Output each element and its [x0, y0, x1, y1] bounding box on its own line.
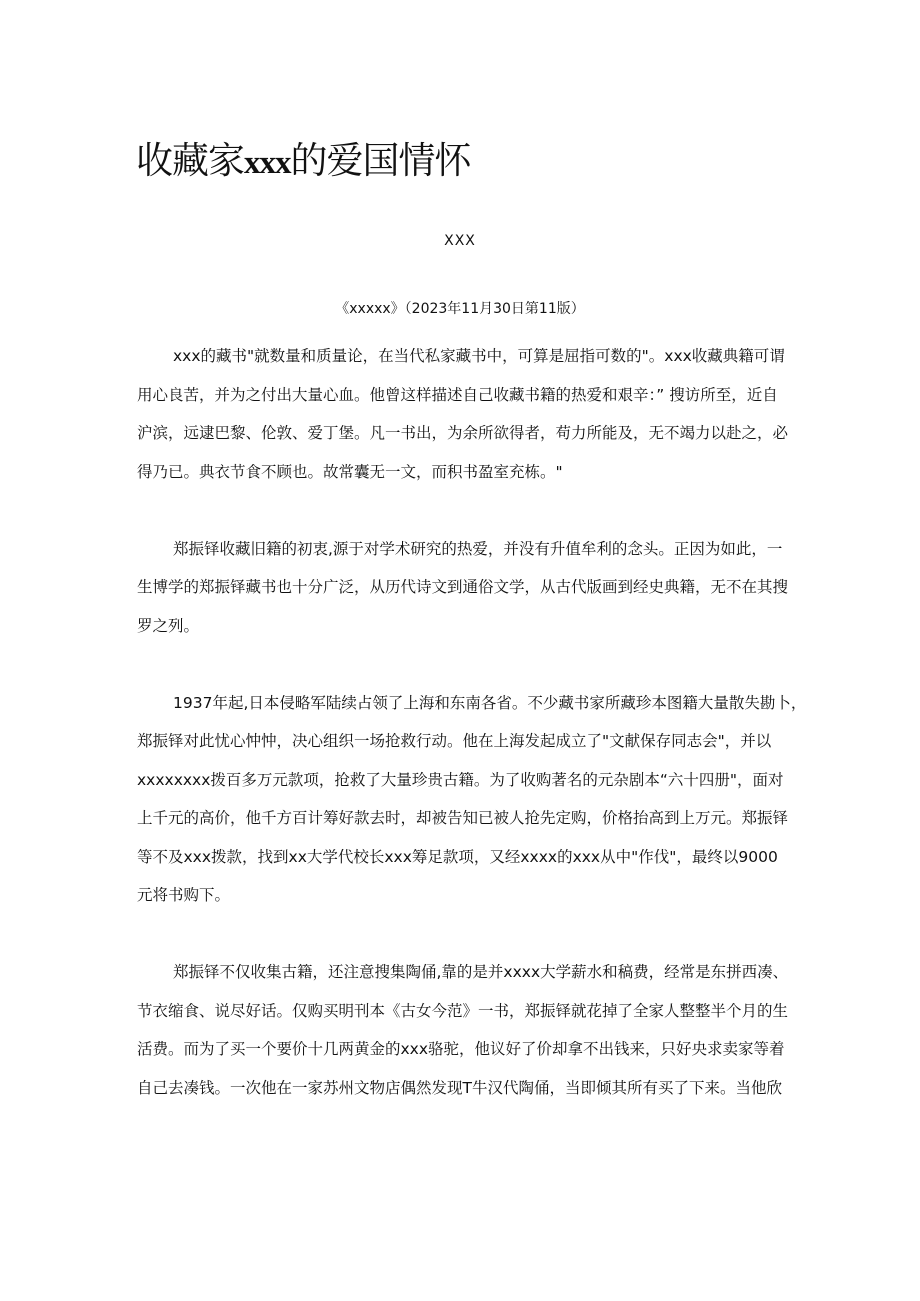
- paragraph: [137, 530, 787, 646]
- article-body: [137, 337, 807, 1146]
- paragraph-line: 节衣缩食、说尽好话。仅购买明刊本《古女今范》一书，郑振铎就花掉了全家人整整半个月的生: [137, 1001, 789, 1020]
- title-latin: xxx: [244, 145, 291, 181]
- paragraph-line: 活费。而为了买一个要价十几两黄金的xxx骆驼，他议好了价却拿不出钱来，只好央求卖家等着: [137, 1040, 785, 1058]
- paragraph-line: 郑振铎不仅收集古籍，还注意搜集陶俑,靠的是并xxxx大学薪水和稿费，经常是东拼西凑、: [173, 963, 789, 981]
- paragraph-line: 沪滨，远逮巴黎、伦敦、爱丁堡。凡一书出，为余所欲得者，苟力所能及，无不竭力以赴之，必: [137, 424, 789, 442]
- paragraph-line: 用心良苦，并为之付出大量心血。他曾这样描述自己收藏书籍的热爱和艰辛：” 搜访所至，近自: [137, 385, 778, 404]
- paragraph-line: 元将书购下。: [137, 886, 231, 904]
- title-suffix: 的爱国情怀: [290, 139, 471, 182]
- paragraph: [137, 953, 787, 1107]
- paragraph-line: 郑振铎收藏旧籍的初衷,源于对学术研究的热爱，并没有升值牟利的念头。正因为如此，一: [173, 539, 783, 558]
- paragraph: [137, 684, 807, 915]
- paragraph-line: 1937年起,日本侵略军陆续占领了上海和东南各省。不少藏书家所藏珍本图籍大量散失勘卜，: [173, 693, 807, 712]
- article-author: XXX: [444, 233, 476, 249]
- paragraph-line: 自己去凑钱。一次他在一家苏州文物店偶然发现T牛汉代陶俑，当即倾其所有买了下来。当他欣: [137, 1078, 782, 1097]
- paragraph: [137, 337, 787, 491]
- paragraph-line: 上千元的高价，他千方百计筹好款去时，却被告知已被人抢先定购，价格抬高到上万元。郑振铎: [137, 809, 789, 827]
- article-title: [136, 138, 471, 186]
- paragraph-line: xxxxxxxx拨百多万元款项，抢救了大量珍贵古籍。为了收购著名的元杂剧本“六十四册"，面对: [137, 770, 784, 789]
- paragraph-line: 罗之列。: [137, 616, 200, 635]
- title-prefix: 收藏家: [136, 139, 244, 182]
- paragraph-line: xxx的藏书"就数量和质量论，在当代私家藏书中，可算是屈指可数的"。xxx收藏典籍可谓: [173, 347, 785, 365]
- paragraph-line: 得乃已。典衣节食不顾也。故常囊无一文，而积书盈室充栋。": [137, 462, 563, 481]
- article-source: 《xxxxx》（2023年11月30日第11版）: [335, 301, 585, 317]
- paragraph-line: 等不及xxx拨款，找到xx大学代校长xxx筹足款项，又经xxxx的xxx从中"作伐"，最终以9000: [137, 847, 778, 866]
- paragraph-line: 郑振铎对此忧心忡忡，决心组织一场抢救行动。他在上海发起成立了"文献保存同志会"，并以: [137, 732, 772, 750]
- paragraph-line: 生博学的郑振铎藏书也十分广泛，从历代诗文到通俗文学，从古代版画到经史典籍，无不在其搜: [137, 578, 789, 596]
